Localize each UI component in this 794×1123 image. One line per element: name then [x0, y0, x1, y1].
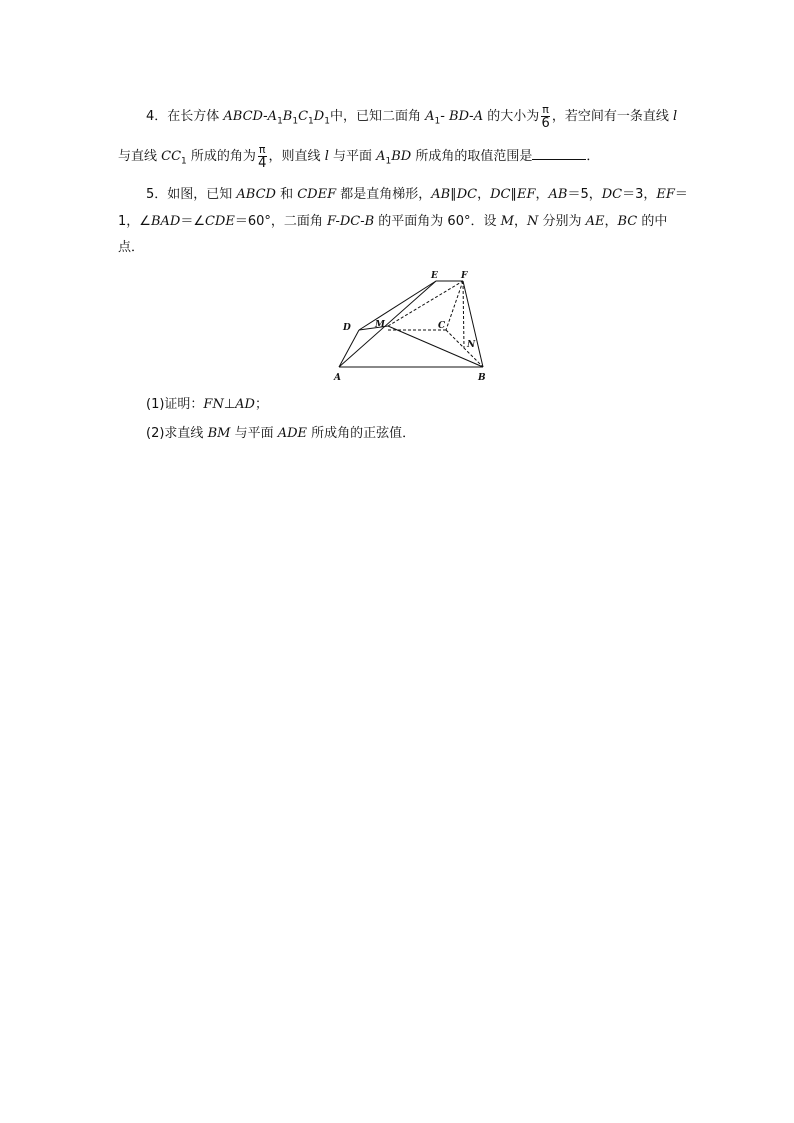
problem5-line1 — [146, 186, 688, 204]
math-var: EF — [516, 187, 536, 202]
text: 点． — [118, 240, 145, 255]
problem4-line2 — [118, 144, 599, 171]
math-var: CDE — [204, 214, 235, 229]
label-D: D — [343, 323, 351, 333]
label-N: N — [467, 340, 476, 350]
math-var: BAD — [150, 214, 181, 229]
text: ，则直线 — [268, 149, 325, 164]
math-var: ADE — [277, 426, 308, 441]
math-var: D — [313, 109, 325, 124]
fraction-pi-6 — [541, 104, 550, 129]
perp-symbol: ⊥ — [223, 397, 236, 412]
math-var: l — [673, 109, 678, 124]
text: (1)证明： — [146, 397, 204, 412]
text: 都是直角梯形， — [336, 187, 432, 202]
label-F: F — [461, 271, 468, 281]
edge-FB — [463, 281, 483, 367]
text: ＝∠ — [180, 214, 205, 229]
text: 分别为 — [538, 214, 586, 229]
math-var: N — [526, 214, 539, 229]
text: ，若空间有一条直线 — [551, 109, 674, 124]
math-var: C — [298, 109, 309, 124]
text: - — [262, 109, 268, 124]
math-var: CDEF — [297, 187, 337, 202]
text: - — [469, 109, 474, 124]
label-B: B — [478, 373, 486, 383]
math-var: AE — [585, 214, 605, 229]
subscript: 1 — [385, 156, 392, 167]
text: ． — [586, 149, 600, 164]
text: 5．如图，已知 — [146, 187, 237, 202]
math-var: FN — [203, 397, 224, 412]
geometry-figure — [330, 266, 500, 386]
parallel-symbol: ∥ — [510, 187, 517, 202]
math-var: ABCD — [236, 187, 276, 202]
edge-CB — [446, 330, 483, 367]
math-var: DC — [456, 187, 478, 202]
text: ＝60°，二面角 — [234, 214, 328, 229]
subscript: 1 — [324, 116, 330, 127]
text: 和 — [275, 187, 298, 202]
math-var: M — [500, 214, 514, 229]
text: ， — [604, 214, 618, 229]
fraction-pi-4 — [258, 144, 267, 169]
math-var: BC — [617, 214, 638, 229]
math-var: AB — [431, 187, 451, 202]
edge-AD — [339, 330, 359, 367]
math-var: A — [267, 109, 278, 124]
subscript: 1 — [434, 116, 441, 127]
math-var: F-DC-B — [327, 214, 375, 229]
math-var: BM — [207, 426, 231, 441]
parallel-symbol: ∥ — [450, 187, 457, 202]
problem5-line2 — [118, 213, 667, 231]
math-var: EF — [656, 187, 675, 202]
math-var: A — [473, 109, 484, 124]
fraction-numerator: π — [258, 143, 266, 156]
math-var: DC — [601, 187, 623, 202]
text: ， — [535, 187, 549, 202]
subscript: 1 — [292, 116, 299, 127]
fraction-denominator: 4 — [258, 156, 267, 171]
text: 的中 — [637, 214, 668, 229]
label-C: C — [438, 321, 446, 331]
text: ＝ — [674, 187, 688, 202]
question-1 — [146, 396, 268, 414]
subscript: 1 — [181, 156, 187, 167]
math-var: BD — [391, 149, 412, 164]
text: 的大小为 — [483, 109, 540, 124]
math-var: A — [425, 109, 435, 124]
answer-blank[interactable] — [532, 146, 586, 160]
fraction-denominator: 6 — [541, 116, 550, 131]
math-var: AB — [548, 187, 568, 202]
text: ＝3， — [622, 187, 657, 202]
text: ， — [513, 214, 527, 229]
text: - — [440, 109, 450, 124]
text: ＝5， — [567, 187, 602, 202]
subscript: 1 — [277, 116, 283, 127]
text: 所成的角为 — [186, 149, 256, 164]
text: 与平面 — [328, 149, 377, 164]
text: 的平面角为 60°．设 — [374, 214, 501, 229]
question-2 — [146, 425, 415, 443]
math-var: CC — [161, 149, 182, 164]
edge-AE — [339, 281, 436, 367]
text: (2)求直线 — [146, 426, 208, 441]
edge-FN — [463, 281, 464, 348]
text: 与平面 — [230, 426, 278, 441]
fraction-numerator: π — [542, 103, 549, 116]
label-M: M — [375, 320, 385, 330]
text: 1，∠ — [118, 214, 151, 229]
text: ； — [254, 397, 268, 412]
math-var: DC — [490, 187, 511, 202]
math-var: l — [324, 149, 329, 164]
label-A: A — [334, 373, 341, 383]
math-var: B — [282, 109, 293, 124]
text: 与直线 — [118, 149, 162, 164]
math-var: A — [376, 149, 386, 164]
subscript: 1 — [308, 116, 314, 127]
math-var: BD — [449, 109, 470, 124]
label-E: E — [431, 271, 438, 281]
edge-FC — [446, 281, 463, 330]
text: 4．在长方体 — [146, 109, 224, 124]
problem5-line3 — [118, 239, 144, 257]
problem4-line1 — [146, 104, 677, 131]
edge-DE — [359, 281, 436, 330]
text: ， — [477, 187, 491, 202]
text: 中，已知二面角 — [329, 109, 426, 124]
text: 所成角的取值范围是 — [411, 149, 533, 164]
text: 所成角的正弦值． — [307, 426, 416, 441]
math-var: ABCD — [223, 109, 263, 124]
math-var: AD — [235, 397, 255, 412]
